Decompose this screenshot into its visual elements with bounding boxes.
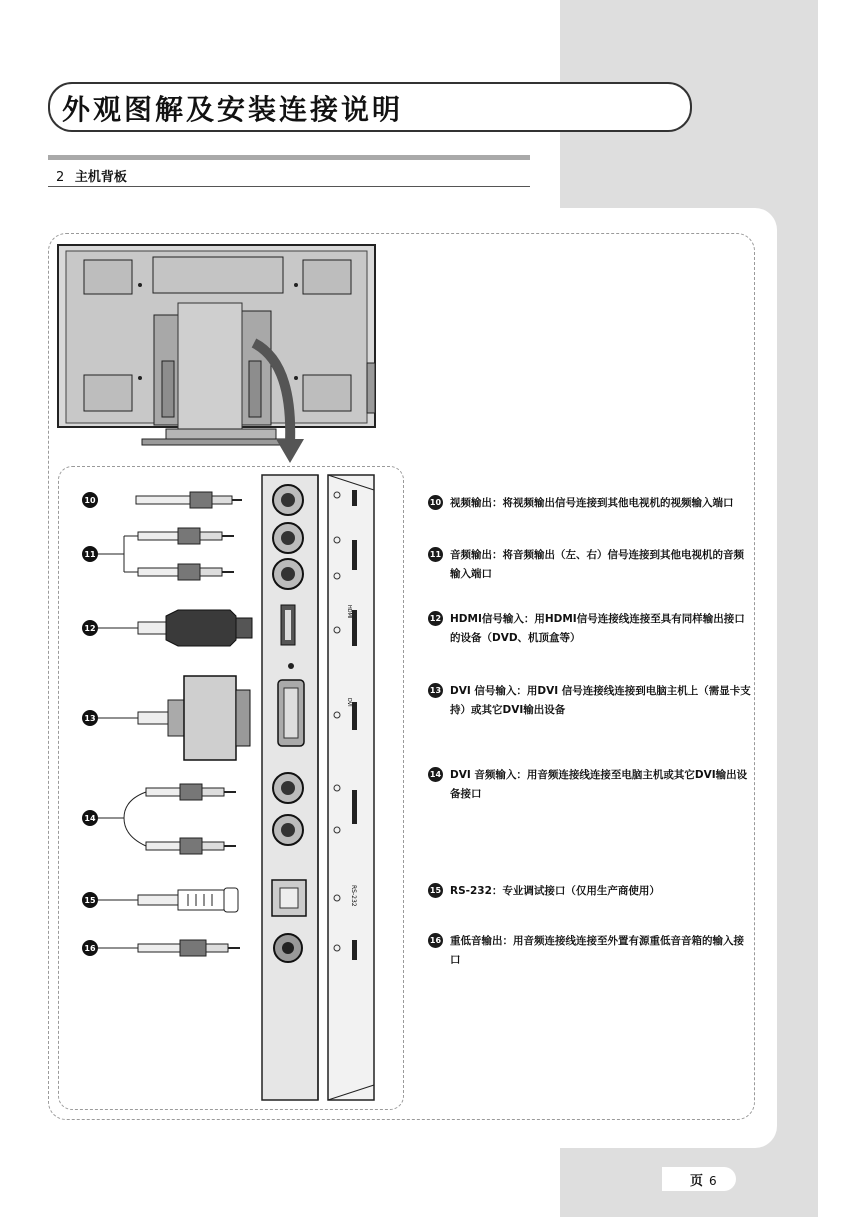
callout-13-description [428,682,753,720]
tv-rear-illustration [58,243,378,458]
hdmi-cable [138,610,252,646]
section-number: 2 [56,170,65,185]
svg-text:14: 14 [84,814,96,823]
svg-text:12: 12 [84,624,96,633]
audio-out-right-port [273,559,303,589]
rca-cable-dvi-audio-right [146,838,236,854]
callout-15-text: RS-232：专业调试接口（仅用生产商使用） [450,885,660,897]
rca-cable-audio-right [124,564,234,580]
back-panel-illustration [60,470,380,1105]
section-heading [56,166,127,185]
callout-15-description [428,882,753,901]
callout-10-marker [82,492,98,508]
callout-14-text: DVI 音频输入：用音频连接线连接至电脑主机或其它DVI输出设备接口 [450,769,748,800]
hdmi-port [281,605,295,645]
svg-text:10: 10 [84,496,96,505]
page-number: 6 [709,1174,717,1188]
callout-16-badge: 16 [428,933,443,948]
callout-11-marker [82,546,98,562]
callout-14-badge: 14 [428,767,443,782]
callout-10-text: 视频输出：将视频输出信号连接到其他电视机的视频输入端口 [450,497,734,509]
callout-16-marker [82,940,98,956]
callout-14-description [428,766,753,804]
callout-12-description [428,610,753,648]
callout-13-badge: 13 [428,683,443,698]
callout-11-text: 音频输出：将音频输出（左、右）信号连接到其他电视机的音频输入端口 [450,549,744,580]
callout-11-description [428,546,753,584]
subwoofer-out-port [274,934,302,962]
callout-13-text: DVI 信号输入：用DVI 信号连接线连接到电脑主机上（需显卡支持）或其它DVI输出设备 [450,685,751,716]
subwoofer-cable [138,940,240,956]
rs232-port [272,880,306,916]
audio-out-left-port [273,523,303,553]
rca-cable-audio-left [124,528,234,544]
callout-10-badge: 10 [428,495,443,510]
svg-text:11: 11 [84,550,96,559]
callout-12-text: HDMI信号输入：用HDMI信号连接线连接至具有同样输出接口的设备（DVD、机顶盒等） [450,613,745,644]
dvi-panel-label: DVI [346,698,352,707]
callout-16-text: 重低音输出：用音频连接线连接至外置有源重低音音箱的输入接口 [450,935,744,966]
rca-cable-dvi-audio-left [146,784,236,800]
callout-10-description [428,494,753,513]
section-rule-top [48,155,530,160]
hdmi-panel-label: HDMI [346,605,352,619]
page-title: 外观图解及安装连接说明 [62,93,404,126]
section-rule-bottom [48,186,530,187]
rca-cable-video [136,492,242,508]
svg-text:15: 15 [84,896,96,905]
dvi-audio-left-port [273,773,303,803]
callout-13-marker [82,710,98,726]
svg-text:16: 16 [84,944,96,953]
callout-15-marker [82,892,98,908]
page-label: 页 [690,1174,704,1189]
video-out-port [273,485,303,515]
callout-15-badge: 15 [428,883,443,898]
rs232-panel-label: RS-232 [350,885,357,907]
callout-12-marker [82,620,98,636]
dvi-cable [138,676,250,760]
callout-16-description [428,932,753,970]
rs232-cable [138,888,238,912]
dvi-audio-right-port [273,815,303,845]
callout-14-marker [82,810,98,826]
page-footer [690,1170,717,1189]
svg-text:13: 13 [84,714,96,723]
callout-11-badge: 11 [428,547,443,562]
section-title: 主机背板 [74,170,127,185]
callout-12-badge: 12 [428,611,443,626]
